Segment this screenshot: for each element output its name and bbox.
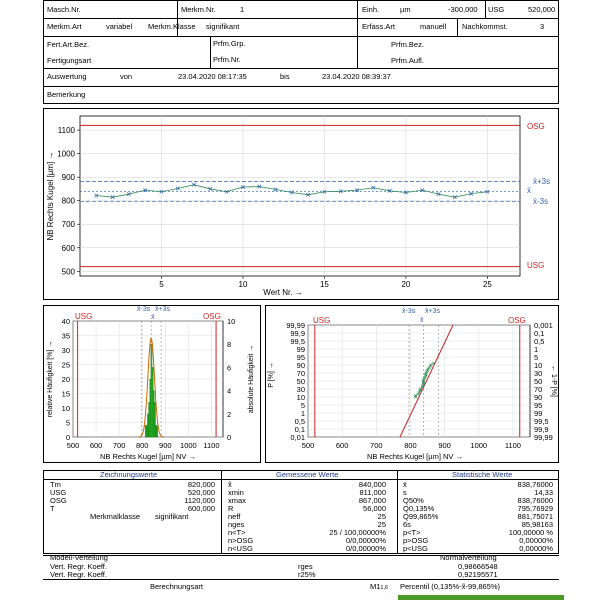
divider — [210, 36, 211, 68]
modell-value: Normalverteilung — [440, 553, 497, 562]
x-tick-label: 800 — [404, 441, 417, 450]
stat-value: 85,98163 — [521, 520, 553, 529]
stat-value: 600,000 — [187, 504, 215, 513]
y-tick-label: 0,5 — [294, 417, 305, 426]
y-tick-label: 99,5 — [290, 337, 305, 346]
stat-label: xmin — [228, 488, 244, 497]
r-25-label: r25% — [298, 570, 316, 579]
y-tick-label: 500 — [61, 267, 75, 277]
y-tick-label: 800 — [61, 196, 75, 206]
y2-tick-label: 0,001 — [534, 321, 553, 330]
stat-value: 25 — [377, 520, 386, 529]
ugs-value: -300,000 — [448, 5, 478, 14]
y2-tick-label: 70 — [534, 385, 543, 394]
stat-value: 14,33 — [534, 488, 553, 497]
y-tick-label: 5 — [300, 401, 305, 410]
x-tick-label: 900 — [159, 441, 172, 450]
y2-tick-label: 90 — [534, 393, 543, 402]
y-tick-label: 1 — [300, 409, 305, 418]
y-tick-label: 35 — [61, 331, 70, 341]
stat-value: 1120,000 — [184, 496, 215, 505]
y-tick-label: 10 — [296, 393, 305, 402]
y-tick-label: 0,1 — [294, 425, 305, 434]
prob-xlabel: NB Rechts Kugel [µm] NV → — [366, 452, 464, 461]
prob-ylabel: P [%] → — [268, 362, 275, 388]
y2-tick-label: 99,99 — [534, 433, 553, 442]
erfass-art-value: manuell — [420, 22, 447, 31]
series-line — [96, 185, 487, 197]
stat-value: 520,000 — [187, 488, 215, 497]
stat-label: nges — [228, 520, 245, 529]
y2-tick-label: 5 — [534, 353, 539, 362]
y-tick-label: 1100 — [57, 126, 75, 136]
y2-tick-label: 99,9 — [534, 425, 549, 434]
header-table — [43, 0, 559, 104]
histogram-chart — [43, 305, 261, 463]
r-ges-value: 0,98666548 — [458, 562, 498, 571]
y2-tick-label: 1 — [534, 345, 539, 354]
y-tick-label: 900 — [61, 173, 75, 183]
stat-value: 25 / 100,00000% — [329, 528, 386, 537]
divider — [397, 470, 398, 554]
x-tick-label: 1100 — [203, 441, 220, 450]
berechnungsart-label: Berechnungsart — [150, 582, 203, 591]
r-ges-label: rges — [298, 562, 313, 571]
stat-label: R — [228, 504, 234, 513]
m1-text: M1 — [370, 582, 381, 591]
stat-value: 811,000 — [359, 488, 386, 497]
percentil-label: Percentil (0,135%-x̃-99,865%) — [400, 582, 501, 591]
stat-value: 867,000 — [358, 496, 386, 505]
stat-value: 0/0,00000% — [345, 536, 386, 545]
stat-label: Tm — [50, 480, 61, 489]
einh-label: Einh. — [362, 5, 380, 14]
y-tick-label: 15 — [61, 389, 70, 399]
x-tick-label: 10 — [238, 280, 248, 289]
y2-tick-label: 0,5 — [534, 337, 545, 346]
stat-label: x̄ — [403, 480, 407, 489]
bis-value: 23.04.2020 08:39:37 — [322, 72, 391, 81]
x-tick-label: 5 — [159, 280, 164, 289]
von-value: 23.04.2020 08:17:35 — [178, 72, 247, 81]
stat-label: xmax — [228, 496, 246, 505]
merkm-art-label: Merkm.Art — [47, 22, 82, 31]
run-xlabel: Wert Nr. → — [263, 288, 303, 297]
x-tick-label: 500 — [66, 441, 80, 450]
divider — [43, 18, 559, 19]
y-tick-label: 99 — [296, 345, 305, 354]
merkmalklasse-value: signifikant — [155, 512, 189, 521]
stat-value: 0,00000% — [519, 536, 553, 545]
masch-nr-label: Masch.Nr. — [47, 5, 81, 14]
merkm-klasse-label: Merkm.Klasse — [148, 22, 196, 31]
y2-tick-label: 10 — [227, 317, 236, 326]
xbar-label: x̄ — [151, 314, 155, 321]
minus3s-label: x̄-3s — [137, 306, 151, 313]
y-tick-label: 20 — [61, 375, 70, 384]
bis-label: bis — [280, 72, 290, 81]
x-tick-label: 1000 — [180, 441, 197, 450]
osg-label: OSG — [508, 316, 526, 325]
erfass-art-label: Erfass.Art — [362, 22, 395, 31]
x-tick-label: 15 — [319, 280, 329, 289]
y-tick-label: 0,01 — [290, 433, 305, 442]
y-tick-label: 40 — [61, 317, 70, 326]
stat-label: 6s — [403, 520, 411, 529]
divider — [357, 0, 358, 68]
plus3s-label: x̄+3s — [533, 177, 551, 186]
status-bar — [398, 595, 564, 600]
stat-label: T — [50, 504, 55, 513]
plus3s-label: x̄+3s — [425, 308, 440, 315]
stat-value: 56,000 — [363, 504, 386, 513]
merkm-art-value: variabel — [106, 22, 133, 31]
y2-tick-label: 99 — [534, 409, 543, 418]
fert-art-label: Fert.Art.Bez. — [47, 40, 90, 49]
divider — [43, 68, 559, 69]
stat-label: OSG — [50, 496, 67, 505]
merkmalklasse-label: Merkmalklasse — [90, 512, 141, 521]
y-tick-label: 10 — [61, 404, 70, 413]
y2-tick-label: 6 — [227, 363, 232, 373]
stat-label: Q0,135% — [403, 504, 435, 513]
stat-label: p<USG — [403, 544, 428, 553]
prob-y2label: ← 1-P [%] — [550, 365, 557, 397]
x-tick-label: 20 — [401, 280, 411, 289]
nachkommst-label: Nachkommst. — [462, 22, 508, 31]
y-tick-label: 1000 — [57, 149, 75, 159]
y2-tick-label: 99,5 — [534, 417, 549, 426]
y2-tick-label: 10 — [534, 361, 543, 370]
stat-label: Q50% — [403, 496, 424, 505]
stat-value: 0/0,00000% — [345, 544, 386, 553]
m1-sub: 1,6 — [380, 585, 389, 591]
x-tick-label: 600 — [89, 441, 103, 450]
stat-label: p<T> — [403, 528, 421, 537]
minus3s-label: x̄-3s — [402, 308, 416, 315]
prfm-aufl-label: Prfm.Aufl. — [391, 56, 424, 65]
stat-label: n<T> — [228, 528, 246, 537]
merkm-nr-label: Merkm.Nr. — [181, 5, 216, 14]
y2-tick-label: 50 — [534, 377, 543, 386]
y2-tick-label: 0 — [227, 433, 232, 442]
stat-value: 0,00000% — [519, 544, 553, 553]
prfm-bez-label: Prfm.Bez. — [391, 40, 424, 49]
usg-label: USG — [488, 5, 505, 14]
x-tick-label: 700 — [112, 441, 126, 450]
osg-label: OSG — [527, 122, 545, 131]
stat-value: 795,76929 — [517, 504, 553, 513]
nachkommst-value: 3 — [540, 22, 545, 31]
statistische-werte-title: Statistische Werte — [452, 470, 513, 479]
y-tick-label: 90 — [296, 361, 305, 370]
probability-chart — [265, 305, 559, 463]
x-tick-label: 800 — [135, 441, 149, 450]
run-chart — [43, 108, 559, 300]
stat-label: Q99,865% — [403, 512, 439, 521]
y2-tick-label: 0,1 — [534, 329, 545, 338]
xbar-label: x̄ — [527, 186, 531, 195]
y2-tick-label: 4 — [227, 386, 232, 396]
usg-label: USG — [527, 261, 545, 270]
hist-bar — [157, 425, 158, 437]
y-tick-label: 25 — [61, 360, 70, 370]
y-tick-label: 5 — [65, 418, 70, 428]
stat-value: 840,000 — [358, 480, 386, 489]
plus3s-label: x̄+3s — [155, 306, 170, 313]
y-tick-label: 70 — [296, 369, 305, 378]
stat-label: s — [403, 488, 407, 497]
von-label: von — [120, 72, 133, 81]
divider — [221, 470, 222, 554]
x-tick-label: 1000 — [470, 441, 488, 450]
y-tick-label: 600 — [61, 243, 75, 253]
stat-label: p>OSG — [403, 536, 429, 545]
prfm-nr-label: Prfm.Nr. — [213, 55, 241, 64]
y-tick-label: 0 — [65, 433, 70, 442]
usg-label: USG — [75, 312, 93, 321]
hist-xlabel: NB Rechts Kugel [µm] NV → — [99, 452, 197, 461]
usg-label: USG — [313, 316, 331, 325]
y2-tick-label: 2 — [227, 409, 232, 419]
usg-value: 520,000 — [528, 5, 556, 14]
stat-value: 838,76000 — [517, 496, 553, 505]
y2-tick-label: 95 — [534, 401, 543, 410]
stat-value: 820,000 — [187, 480, 215, 489]
y-tick-label: 99,99 — [286, 321, 305, 330]
y-tick-label: 50 — [296, 377, 305, 386]
r-25-value: 0,92195571 — [458, 570, 498, 579]
bemerkung-label: Bemerkung — [47, 90, 86, 99]
gemessene-werte-title: Gemessene Werte — [276, 470, 339, 479]
divider — [43, 86, 559, 87]
stat-label: x̃ — [228, 480, 232, 489]
x-tick-label: 600 — [335, 441, 349, 450]
auswertung-label: Auswertung — [47, 72, 87, 81]
stat-label: neff — [228, 512, 241, 521]
stat-value: 881,75071 — [517, 512, 553, 521]
prfm-grp-label: Prfm.Grp. — [213, 39, 246, 48]
xbar-label: x̄ — [420, 317, 424, 324]
einh-value: µm — [400, 5, 411, 14]
minus3s-label: x̄-3s — [533, 197, 549, 206]
y2-tick-label: 8 — [227, 340, 232, 350]
divider — [43, 36, 559, 37]
hist-ylabel: relative Häufigkeit [%] → — [47, 340, 54, 418]
y-tick-label: 30 — [61, 346, 70, 355]
stat-value: 838,76000 — [517, 480, 553, 489]
osg-label: OSG — [203, 312, 221, 321]
y-tick-label: 700 — [61, 220, 75, 230]
merkm-klasse-value: signifikant — [206, 22, 240, 31]
y-tick-label: 30 — [296, 385, 305, 394]
zeichnungswerte-title: Zeichnungswerte — [100, 470, 158, 479]
stat-value: 100,00000 % — [508, 528, 553, 537]
x-tick-label: 1100 — [504, 441, 521, 450]
vert-regr-label-2: Vert. Regr. Koeff. — [50, 570, 107, 579]
y-tick-label: 95 — [296, 353, 305, 362]
merkm-nr-value: 1 — [240, 5, 245, 14]
y2-tick-label: 30 — [534, 369, 543, 378]
run-ylabel: NB Rechts Kugel [µm] → — [46, 151, 55, 241]
divider — [457, 18, 458, 36]
stat-label: USG — [50, 488, 67, 497]
stat-label: n>OSG — [228, 536, 254, 545]
vert-regr-label-1: Vert. Regr. Koeff. — [50, 562, 107, 571]
x-tick-label: 25 — [482, 280, 492, 289]
hist-y2label: absolute Häufigkeit → — [248, 344, 255, 414]
fertigungsart-label: Fertigungsart — [47, 56, 92, 65]
y-tick-label: 99,9 — [290, 329, 305, 338]
x-tick-label: 500 — [301, 441, 315, 450]
x-tick-label: 900 — [438, 441, 451, 450]
m1-label — [370, 582, 388, 593]
x-tick-label: 700 — [370, 441, 383, 450]
divider — [485, 0, 486, 18]
stat-label: n<USG — [228, 544, 253, 553]
modell-label: Modell-Verteilung — [50, 553, 108, 562]
stat-value: 25 — [377, 512, 386, 521]
